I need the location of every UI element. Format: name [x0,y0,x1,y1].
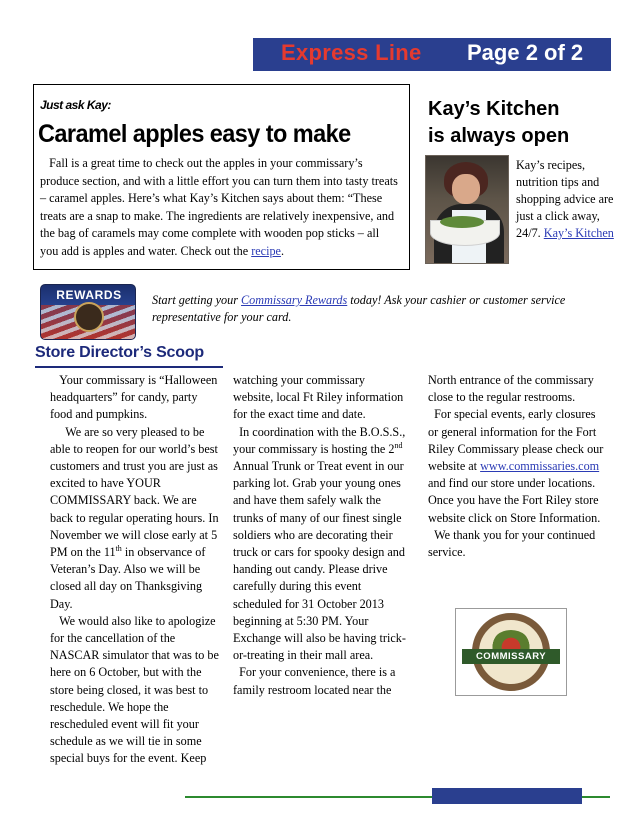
kitchen-text [516,157,616,242]
section-title: Express Line [281,40,422,65]
commissary-rewards-link[interactable]: Commissary Rewards [241,293,348,307]
article-end: . [280,243,285,258]
article-body [40,155,400,260]
commissary-seal-icon [74,302,104,332]
scoop-column-3 [428,372,606,561]
scoop-text: In coordination with the B.O.S.S., your commissary is hosting the 2 [233,424,406,456]
scoop-text: We are so very pleased to be able to reopen for our world’s best customers and trust you are just as excited to have YOUR COMMISSARY back. We are back to regular operating hours. In November we will close early at 5 PM on the 11 [50,424,219,560]
scoop-paragraph [50,372,222,424]
kitchen-link[interactable]: Kay’s Kitchen [543,226,614,240]
commissary-logo [455,608,567,696]
scoop-paragraph [428,527,606,561]
article-kicker: Just ask Kay: [40,98,111,112]
article-headline: Caramel apples easy to make [38,120,351,148]
scoop-column-2 [233,372,408,699]
scoop-text: Your commissary is “Halloween headquarters” for candy, party food and pumpkins. [50,373,218,422]
scoop-paragraph [428,406,606,526]
rewards-lead: Start getting your [152,293,242,307]
footer-bar [432,788,582,804]
scoop-heading: Store Director’s Scoop [35,344,204,361]
scoop-text: For your convenience, there is a family restroom located near the [233,665,396,697]
page-indicator: Page 2 of 2 [467,40,584,65]
scoop-divider [35,366,223,368]
scoop-text: For special events, early closures or general information for the Fort Riley Commissary please check our website at [428,407,604,474]
scoop-text: We thank you for your continued service. [428,527,596,560]
kay-photo [425,155,509,264]
kitchen-heading-line1: Kay’s Kitchen [428,98,560,120]
rewards-rest: today! Ask your cashier or customer service representative for your card. [152,293,566,324]
scoop-paragraph [428,372,606,406]
logo-banner: COMMISSARY [462,649,560,664]
kitchen-heading-line2: is always open [428,125,570,147]
scoop-paragraph [50,424,222,613]
kitchen-description: Kay’s recipes, nutrition tips and shopping advice are just a click away, 24/7. [516,158,614,240]
scoop-text: Annual Trunk or Treat event in our parking lot. Grab your young ones and have them safely walk the trunks of many of our finest single soldiers who are decorating their truck or cars for spooky design and handing out candy. Please drive carefully during this event scheduled for 31 October 2013 beginning at 5:30 PM. Your Exchange will also be having trick-or-treating in their mall area. [233,459,406,663]
rewards-badge-label: REWARDS [56,288,122,302]
superscript: th [115,543,122,553]
article-text: Fall is a great time to check out the apples in your commissary’s produce section, and with a little effort you can turn them into tasty treats – caramel apples. Here’s what Kay’s Kitchen says about them: “These treats are a snap to make. The ingredients are relatively inexpensive, and the bag of caramels may come complete with wooden pop sticks – all you add is apples and water. Check out the [40,156,398,258]
commissaries-website-link[interactable]: www.commissaries.com [480,459,600,474]
scoop-text: in observance of Veteran’s Day. Also we will be closed all day on Thanksgiving Day. [50,545,206,611]
scoop-paragraph [233,664,408,698]
scoop-column-1 [50,372,222,768]
scoop-text: watching your commissary website, local Ft Riley information for the exact time and date. [233,373,404,422]
kitchen-heading [428,96,569,150]
recipe-link[interactable]: recipe [251,243,281,258]
photo-food [440,216,484,228]
scoop-paragraph [233,372,408,424]
scoop-text: and find our store under locations. Once you have the Fort Riley store website click on Store Information. [428,476,601,525]
superscript: nd [394,440,403,450]
scoop-paragraph [233,424,408,665]
scoop-text: We would also like to apologize for the cancellation of the NASCAR simulator that was to be here on 6 October, but with the store being closed, it was best to reschedule. We hope the rescheduled event will fit your schedule as we will tie in some special buys for the event. Keep [50,613,219,766]
scoop-text: North entrance of the commissary close to the regular restrooms. [428,373,594,405]
rewards-promo [152,292,622,326]
rewards-badge[interactable] [40,284,136,340]
photo-face [452,174,480,204]
scoop-paragraph [50,613,222,768]
